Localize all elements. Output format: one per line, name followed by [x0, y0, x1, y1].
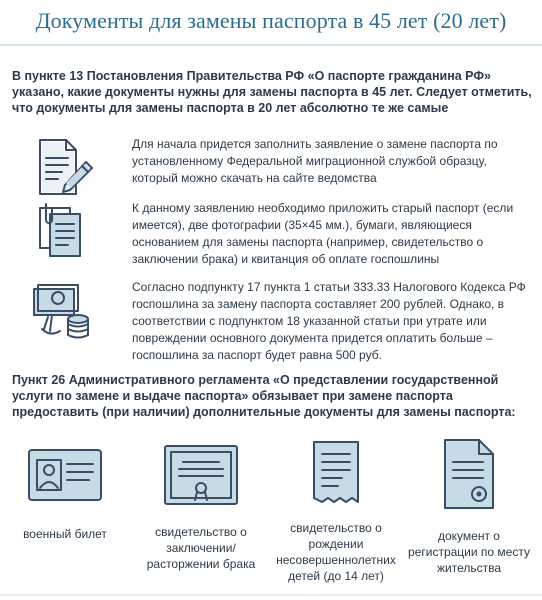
title-divider: [0, 44, 542, 46]
bottom-divider: [0, 594, 542, 596]
info-text-application: Для начала придется заполнить заявление о замене паспорта по установленному Федеральной миграционной службой образцу, который можно скачать на сайте ведомства: [132, 137, 498, 185]
doc-marriage-certificate: [138, 436, 264, 572]
military-id-card-icon: [23, 436, 107, 516]
page-title: Документы для замены паспорта в 45 лет (20 лет): [35, 8, 507, 33]
application-form-pencil-icon: [30, 136, 94, 200]
doc-registration: [406, 436, 532, 576]
receipt-document-icon: [294, 436, 378, 516]
doc-label-marriage-certificate: свидетельство о заключении/ расторжении брака: [146, 525, 256, 571]
certificate-icon: [159, 436, 243, 516]
intro-paragraph: В пункте 13 Постановления Правительства РФ «О паспорте гражданина РФ» указано, какие документы нужны для замены паспорта в 45 лет. Следует отметить, что документы для замены паспорта в 20 лет абсолютно те же самые: [12, 69, 532, 115]
info-text-fee: Согласно подпункту 17 пункта 1 статьи 333.33 Налогового Кодекса РФ госпошлина за замену паспорта составляет 200 рублей. Однако, в соответствии с подпунктом 18 указанной статьи при утрате или повреждении основного документа придется оплатить больше – госпошлина за паспорт будет равна 500 руб.: [132, 280, 526, 362]
doc-military-id: [2, 436, 128, 542]
additional-documents-intro: Пункт 26 Административного регламента «О представлении государственной услуги по замене и выдаче паспорта» обязывает при замене паспорта предоставить (при наличии) дополнительные документы для замены паспорта:: [12, 373, 516, 419]
documents-stack-icon: [30, 200, 94, 264]
doc-label-military-id: военный билет: [23, 527, 107, 541]
doc-label-registration: документ о регистрации по месту жительства: [408, 529, 530, 575]
money-coins-icon: [30, 279, 94, 343]
registration-document-icon: [427, 436, 511, 516]
doc-label-birth-certificate: свидетельство о рождении несовершеннолетних детей (до 14 лет): [276, 521, 396, 583]
doc-birth-certificate: [273, 436, 399, 584]
info-text-documents: К данному заявлению необходимо приложить старый паспорт (если имеется), две фотографии (35×45 мм.), бумаги, являющиеся основанием для замены паспорта (например, свидетельство о заключении брака) и квитанция об оплате госпошлины: [132, 201, 514, 266]
